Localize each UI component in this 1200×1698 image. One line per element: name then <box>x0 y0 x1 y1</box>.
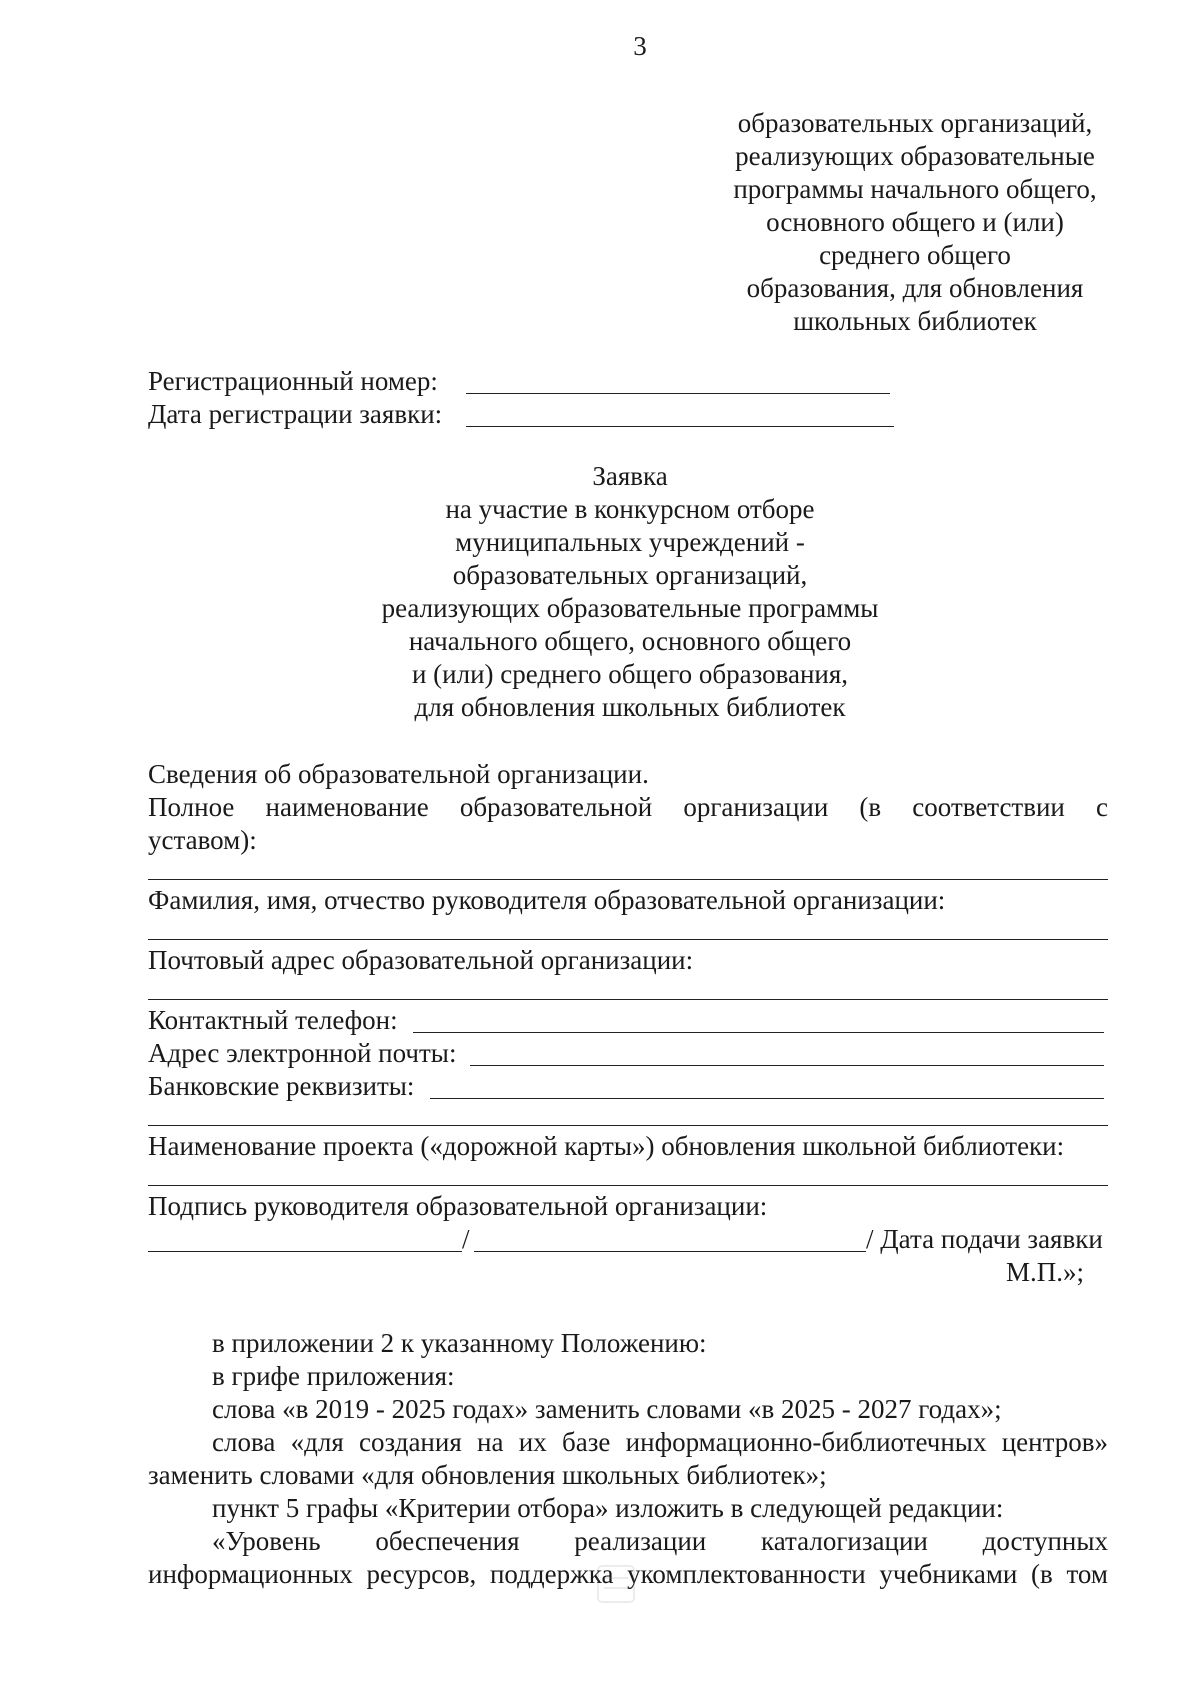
email-field[interactable] <box>470 1065 1104 1066</box>
paragraph: слова «в 2019 - 2025 годах» заменить словами «в 2025 - 2027 годах»; <box>212 1394 1002 1424</box>
header-line: основного общего и (или) <box>766 207 1064 237</box>
postal-address-label: Почтовый адрес образовательной организации: <box>148 945 694 975</box>
title-line: Заявка <box>592 461 668 491</box>
title-line: образовательных организаций, <box>452 560 808 590</box>
phone-label: Контактный телефон: <box>148 1005 398 1035</box>
full-name-label: Полное наименование образовательной организации (в соответствии с <box>148 792 1108 822</box>
title-line: для обновления школьных библиотек <box>414 692 846 722</box>
registration-block <box>148 365 908 431</box>
paragraph: в грифе приложения: <box>212 1361 455 1391</box>
director-label: Фамилия, имя, отчество руководителя образовательной организации: <box>148 885 946 915</box>
header-line: образования, для обновления <box>746 273 1084 303</box>
title-line: на участие в конкурсном отборе <box>445 494 815 524</box>
header-line: школьных библиотек <box>793 306 1037 336</box>
signature-slash: / <box>462 1224 470 1254</box>
header-line: образовательных организаций, <box>737 108 1093 138</box>
bank-details-label: Банковские реквизиты: <box>148 1071 415 1101</box>
submission-date-label: / Дата подачи заявки <box>866 1224 1103 1254</box>
application-title <box>300 460 960 724</box>
project-name-label: Наименование проекта («дорожной карты») обновления школьной библиотеки: <box>148 1131 1065 1161</box>
header-line: среднего общего <box>819 240 1011 270</box>
paragraph: слова «для создания на их базе информационно-библиотечных центров» <box>212 1427 1108 1457</box>
header-line: реализующих образовательные <box>735 141 1095 171</box>
bank-details-field[interactable] <box>430 1098 1104 1099</box>
title-line: начального общего, основного общего <box>408 626 852 656</box>
header-line: программы начального общего, <box>733 174 1097 204</box>
registration-number-field[interactable] <box>466 393 890 394</box>
paragraph-continued: информационных ресурсов, поддержка укомплектованности учебниками (в том <box>148 1559 1108 1589</box>
email-label: Адрес электронной почты: <box>148 1038 457 1068</box>
registration-number-label: Регистрационный номер: <box>148 366 438 396</box>
signature-name-field[interactable] <box>474 1251 866 1252</box>
paragraph: пункт 5 графы «Критерии отбора» изложить в следующей редакции: <box>212 1493 1004 1523</box>
appendix-header <box>700 107 1130 338</box>
title-line: реализующих образовательные программы <box>381 593 879 623</box>
signature-row <box>148 1223 1108 1256</box>
paragraph-continued: заменить словами «для обновления школьных библиотек»; <box>148 1460 827 1490</box>
title-line: муниципальных учреждений - <box>455 527 805 557</box>
scan-artifact-icon <box>592 1560 640 1608</box>
signature-label: Подпись руководителя образовательной организации: <box>148 1191 768 1221</box>
stamp-label: М.П.»; <box>1005 1257 1084 1287</box>
signature-field[interactable] <box>148 1251 462 1252</box>
registration-date-field[interactable] <box>466 426 894 427</box>
title-line: и (или) среднего общего образования, <box>411 659 849 689</box>
phone-field[interactable] <box>413 1032 1104 1033</box>
paragraph: «Уровень обеспечения реализации каталогизации доступных <box>212 1526 1108 1556</box>
paragraph: в приложении 2 к указанному Положению: <box>212 1328 707 1358</box>
amendment-text <box>148 1327 1108 1591</box>
organization-info <box>148 758 1108 1289</box>
full-name-label-continued: уставом): <box>148 825 257 855</box>
page-number: 3 <box>633 31 647 61</box>
registration-date-label: Дата регистрации заявки: <box>148 399 443 429</box>
info-section-title: Сведения об образовательной организации. <box>148 759 649 789</box>
